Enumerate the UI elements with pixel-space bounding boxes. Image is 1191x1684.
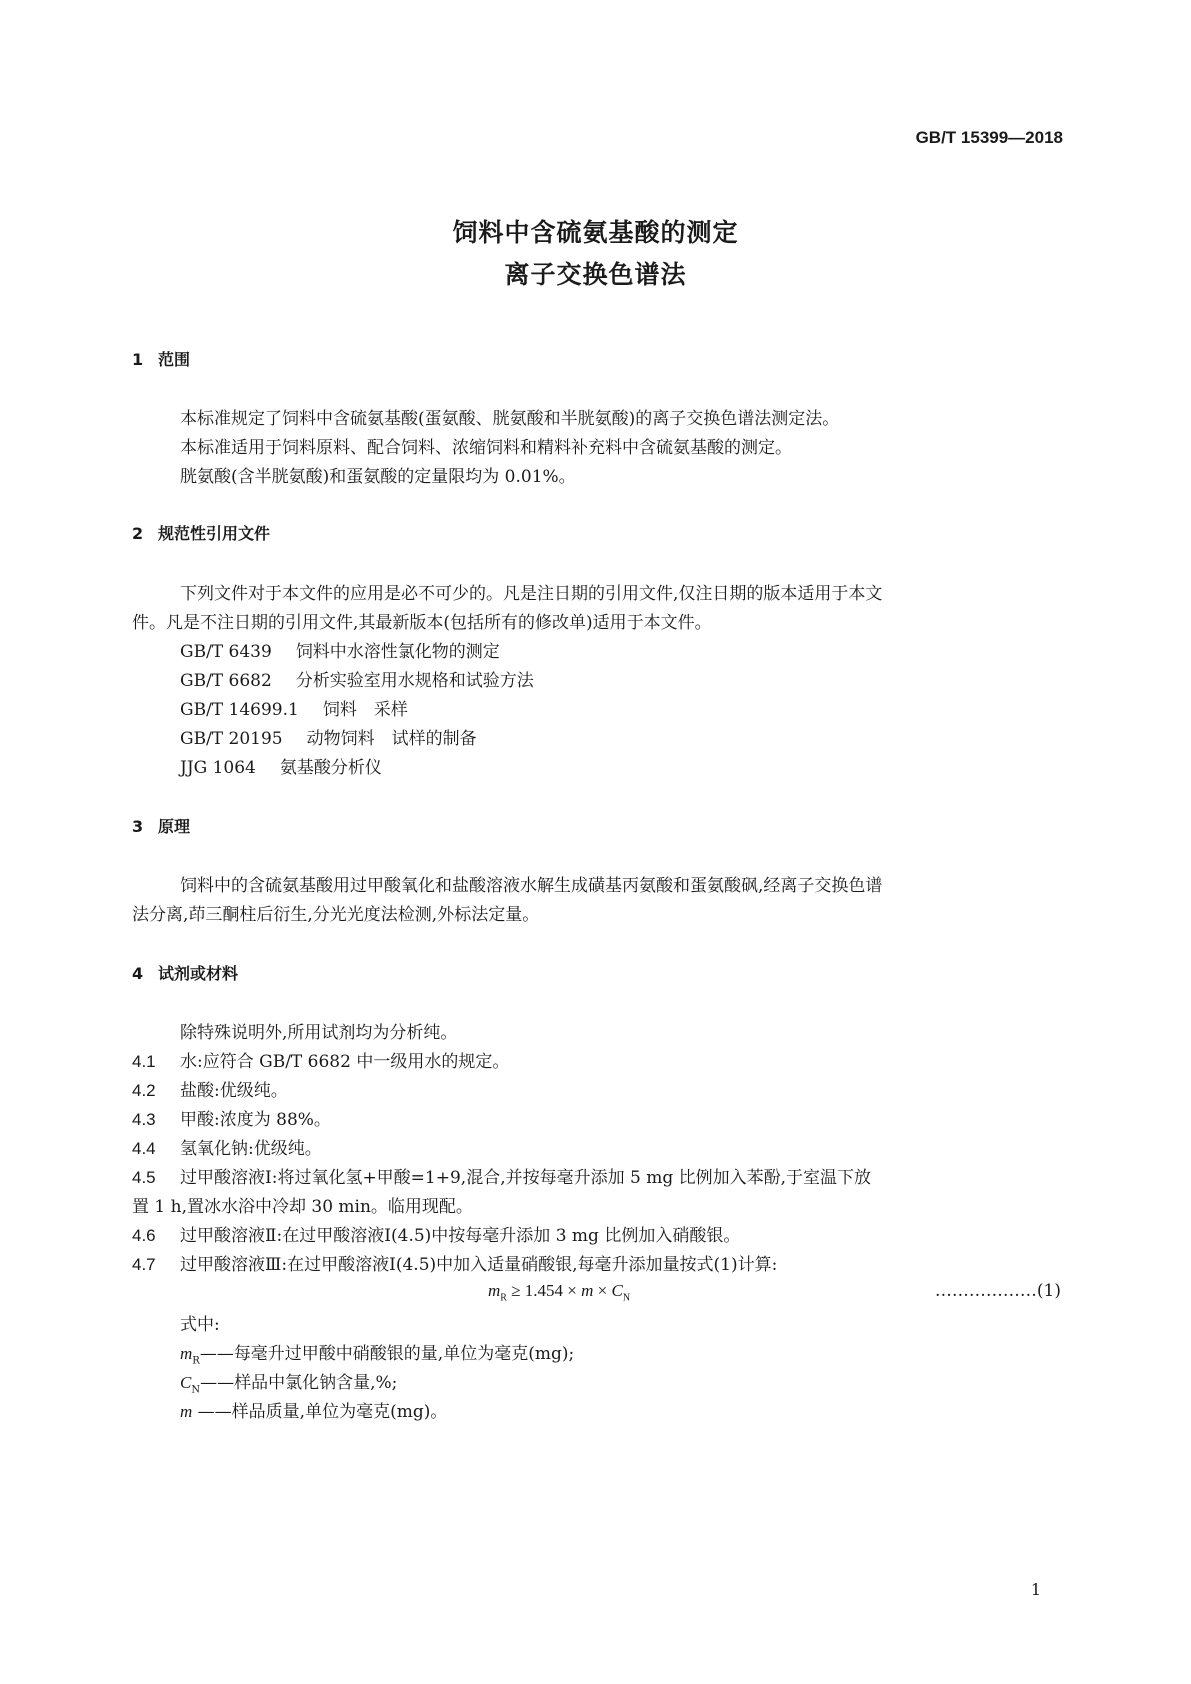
paragraph: 除特殊说明外,所用试剂均为分析纯。 (180, 1023, 458, 1043)
paragraph-continuation: 法分离,茚三酮柱后衍生,分光光度法检测,外标法定量。 (132, 905, 540, 925)
paragraph-continuation: 件。凡是不注日期的引用文件,其最新版本(包括所有的修改单)适用于本文件。 (132, 613, 712, 633)
clause-text: 甲酸:浓度为 88%。 (180, 1110, 331, 1130)
clause-continuation: 置 1 h,置冰水浴中冷却 30 min。临用现配。 (132, 1197, 473, 1217)
definition-subscript: R (192, 1355, 200, 1367)
where-label: 式中: (180, 1315, 220, 1335)
clause-number: 4.6 (132, 1226, 156, 1245)
document-title-line1: 饲料中含硫氨基酸的测定 (452, 218, 739, 247)
formula-subscript: R (500, 1292, 507, 1304)
reference-code: GB/T 14699.1 (180, 700, 299, 720)
clause-number: 4.3 (132, 1110, 156, 1129)
section-1-heading (132, 347, 190, 370)
clause-item (132, 1047, 509, 1072)
standard-number: GB/T 15399—2018 (915, 128, 1063, 147)
definition-text: ——样品质量,单位为毫克(mg)。 (192, 1402, 448, 1422)
formula-operator: ≥ 1.454 × (506, 1281, 582, 1300)
section-number: 2 (132, 524, 144, 543)
page-number: 1 (1030, 1580, 1041, 1599)
symbol-definition (180, 1368, 397, 1395)
clause-item (132, 1105, 331, 1130)
symbol-definition (180, 1397, 447, 1422)
section-number: 4 (132, 964, 144, 983)
paragraph: 饲料中的含硫氨基酸用过甲酸氧化和盐酸溶液水解生成磺基丙氨酸和蛋氨酸砜,经离子交换色谱 (180, 876, 883, 896)
paragraph: 胱氨酸(含半胱氨酸)和蛋氨酸的定量限均为 0.01%。 (180, 467, 576, 487)
clause-item (132, 1134, 322, 1159)
paragraph: 本标准规定了饲料中含硫氨基酸(蛋氨酸、胱氨酸和半胱氨酸)的离子交换色谱法测定法。 (180, 409, 840, 429)
clause-text: 过甲酸溶液Ⅲ:在过甲酸溶液Ⅰ(4.5)中加入适量硝酸银,每毫升添加量按式(1)计算: (180, 1255, 778, 1275)
normative-reference (180, 637, 500, 662)
definition-subscript: N (191, 1384, 201, 1396)
clause-text: 过甲酸溶液Ⅰ:将过氧化氢+甲酸=1+9,混合,并按每毫升添加 5 mg 比例加入苯酚,于室温下放 (180, 1168, 872, 1188)
formula-operator: × (593, 1281, 612, 1300)
section-number: 3 (132, 817, 144, 836)
normative-reference (180, 666, 534, 691)
clause-item (132, 1163, 871, 1188)
definition-symbol: m (180, 1344, 193, 1363)
paragraph: 下列文件对于本文件的应用是必不可少的。凡是注日期的引用文件,仅注日期的版本适用于本文 (180, 584, 883, 604)
formula-1 (488, 1281, 630, 1303)
normative-reference (180, 724, 477, 749)
reference-title: 动物饲料 试样的制备 (306, 729, 477, 749)
reference-title: 饲料 采样 (322, 700, 408, 720)
paragraph: 本标准适用于饲料原料、配合饲料、浓缩饲料和精料补充料中含硫氨基酸的测定。 (180, 438, 792, 458)
definition-symbol: m (180, 1402, 193, 1421)
clause-number: 4.2 (132, 1081, 156, 1100)
section-title: 规范性引用文件 (158, 524, 271, 543)
reference-title: 氨基酸分析仪 (279, 758, 382, 778)
clause-text: 水:应符合 GB/T 6682 中一级用水的规定。 (180, 1052, 510, 1072)
reference-code: GB/T 6682 (180, 671, 272, 691)
clause-text: 氢氧化钠:优级纯。 (180, 1139, 322, 1159)
section-number: 1 (132, 350, 144, 369)
definition-text: ——每毫升过甲酸中硝酸银的量,单位为毫克(mg); (199, 1344, 575, 1364)
clause-item (132, 1250, 777, 1275)
symbol-definition (180, 1339, 574, 1366)
normative-reference (180, 753, 382, 778)
reference-code: JJG 1064 (180, 758, 256, 778)
section-title: 范围 (158, 350, 191, 369)
document-title-line2: 离子交换色谱法 (504, 260, 687, 289)
reference-code: GB/T 6439 (180, 642, 272, 662)
section-title: 试剂或材料 (158, 964, 239, 983)
formula-subscript: N (622, 1292, 631, 1304)
section-2-heading (132, 521, 270, 544)
clause-text: 盐酸:优级纯。 (180, 1081, 288, 1101)
clause-number: 4.4 (132, 1139, 156, 1158)
normative-reference (180, 695, 408, 720)
reference-title: 饲料中水溶性氯化物的测定 (295, 642, 500, 662)
reference-title: 分析实验室用水规格和试验方法 (295, 671, 534, 691)
clause-number: 4.1 (132, 1052, 156, 1071)
formula-symbol: C (611, 1281, 623, 1300)
equation-number: ………………(1) (934, 1281, 1061, 1301)
section-4-heading (132, 961, 238, 984)
formula-symbol: m (581, 1281, 594, 1300)
clause-item (132, 1076, 288, 1101)
reference-code: GB/T 20195 (180, 729, 283, 749)
section-title: 原理 (158, 817, 191, 836)
clause-item (132, 1221, 740, 1246)
definition-symbol: C (180, 1373, 192, 1392)
clause-number: 4.7 (132, 1255, 156, 1274)
section-3-heading (132, 814, 190, 837)
clause-number: 4.5 (132, 1168, 156, 1187)
definition-text: ——样品中氯化钠含量,%; (200, 1373, 398, 1393)
formula-symbol: m (488, 1281, 501, 1300)
clause-text: 过甲酸溶液Ⅱ:在过甲酸溶液Ⅰ(4.5)中按每毫升添加 3 mg 比例加入硝酸银。 (180, 1226, 741, 1246)
